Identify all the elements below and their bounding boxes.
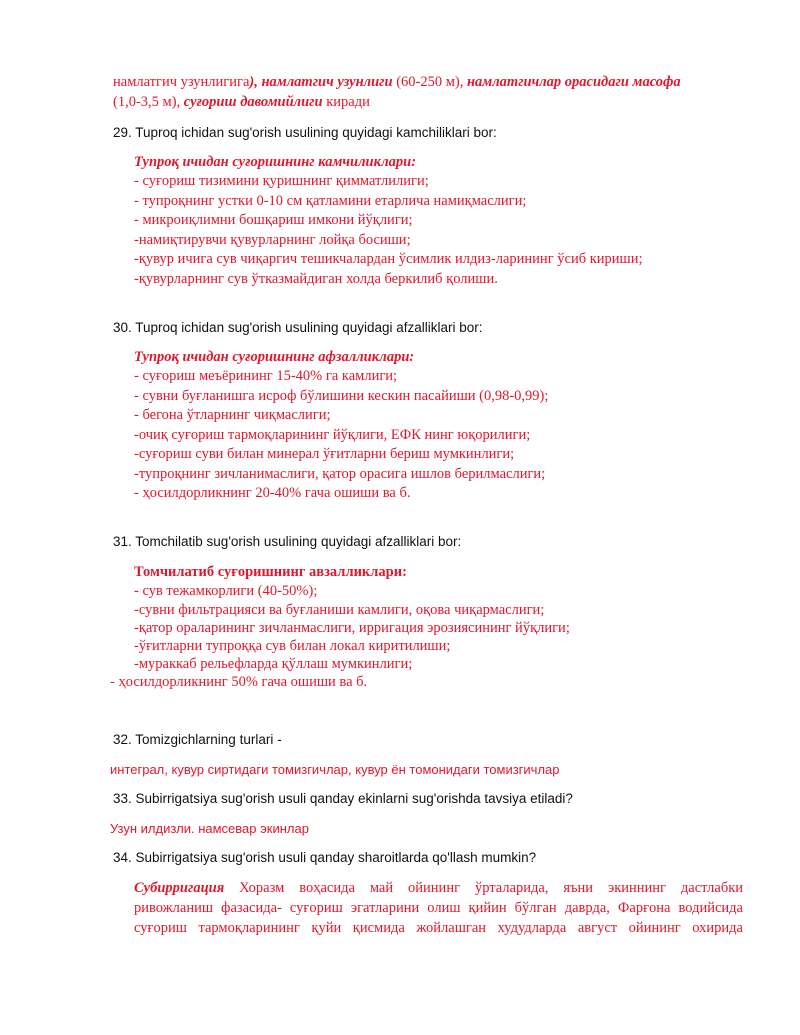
answer-31-item: -қатор ораларининг зичланмаслиги, ирригация эрозиясининг йўқлиги; (134, 620, 570, 636)
intro-text: (60-250 м), (392, 74, 467, 90)
question-33: 33. Subirrigatsiya sug'orish usuli qanday ekinlarni sug'orishda tavsiya etiladi? (113, 791, 573, 806)
answer-30-item: - сувни буғланишга исроф бўлишини кескин пасайиши (0,98-0,99); (134, 388, 549, 404)
question-31: 31. Tomchilatib sug'orish usulining quyidagi afzalliklari bor: (113, 534, 462, 549)
question-29: 29. Tuproq ichidan sug'orish usulining quyidagi kamchiliklari bor: (113, 125, 497, 140)
answer-34-line (134, 878, 743, 898)
question-30: 30. Tuproq ichidan sug'orish usulining quyidagi afzalliklari bor: (113, 320, 483, 335)
answer-31-item: -мураккаб рельефларда қўллаш мумкинлиги; (134, 656, 413, 672)
answer-30-item: - бегона ўтларнинг чиқмаслиги; (134, 407, 331, 423)
answer-30-item: -суғориш суви билан минерал ўғитларни бериш мумкинлиги; (134, 446, 515, 462)
answer-29-item: -намиқтирувчи қувурларнинг лойқа босиши; (134, 232, 411, 248)
answer-30-item: - ҳосилдорликнинг 20-40% гача ошиши ва б. (134, 485, 411, 501)
intro-line-1 (113, 74, 681, 91)
answer-29-item: -қувурларнинг сув ўтказмайдиган холда беркилиб қолиши. (134, 271, 498, 287)
answer-33: Узун илдизли. намсевар экинлар (110, 821, 309, 836)
answer-30-item: -очиқ суғориш тармоқларининг йўқлиги, ЕФК нинг юқорилиги; (134, 427, 531, 443)
answer-31-item: - сув тежамкорлиги (40-50%); (134, 583, 318, 599)
intro-text: (1,0-3,5 м), (113, 94, 184, 110)
answer-29-item: - микроиқлимни бошқариш имкони йўқлиги; (134, 212, 413, 228)
answer-31-item: -сувни фильтрацияси ва буғланиши камлиги, оқова чиқармаслиги; (134, 602, 545, 618)
answer-30-item: -тупроқнинг зичланимаслиги, қатор орасига ишлов берилмаслиги; (134, 466, 546, 482)
answer-31-item: -ўғитларни тупроққа сув билан локал киритилиши; (134, 638, 451, 654)
question-32: 32. Tomizgichlarning turlari - (113, 732, 282, 747)
intro-text: ), (249, 74, 262, 90)
answer-29-item: - суғориш тизимини қуришнинг қимматлилиги; (134, 173, 429, 189)
answer-34-term: Субирригация (134, 880, 225, 896)
answer-29-heading: Тупроқ ичидан суғоришнинг камчиликлари: (134, 154, 417, 170)
answer-32: интеграл, кувур сиртидаги томизгичлар, кувур ён томонидаги томизгичлар (110, 762, 560, 777)
answer-34-line: ривожланиш фазасида- суғориш эгатларини олиш қийин бўлган даврда, Фарғона водийсида (134, 900, 743, 916)
answer-31-heading: Томчилатиб суғоришнинг авзалликлари: (134, 564, 407, 580)
answer-29-item: -қувур ичига сув чиқаргич тешикчалардан ўсимлик илдиз-ларининг ўсиб кириши; (134, 251, 643, 267)
intro-term: суғориш давомийлиги (183, 94, 323, 110)
answer-31-item: - ҳосилдорликнинг 50% гача ошиши ва б. (110, 674, 368, 690)
question-34: 34. Subirrigatsiya sug'orish usuli qanday sharoitlarda qo'llash mumkin? (113, 850, 537, 865)
answer-34-line: суғориш тармоқларининг қуйи қисмида жойлашган худудларда август ойининг охирида (134, 920, 743, 936)
intro-text: намлатгич узунлигига (113, 74, 250, 90)
answer-30-item: - суғориш меъёрининг 15-40% га камлиги; (134, 368, 398, 384)
intro-term: намлатгич узунлиги (261, 74, 393, 90)
intro-text: киради (322, 94, 370, 110)
answer-34-text: Хоразм воҳасида май ойининг ўрталарида, яъни экиннинг дастлабки (224, 880, 743, 896)
answer-30-heading: Тупроқ ичидан суғоришнинг афзалликлари: (134, 349, 415, 365)
answer-29-item: - тупроқнинг устки 0-10 см қатламини етарлича намиқмаслиги; (134, 193, 527, 209)
intro-line-2 (113, 94, 370, 111)
intro-term: намлатгичлар орасидаги масофа (467, 74, 681, 90)
